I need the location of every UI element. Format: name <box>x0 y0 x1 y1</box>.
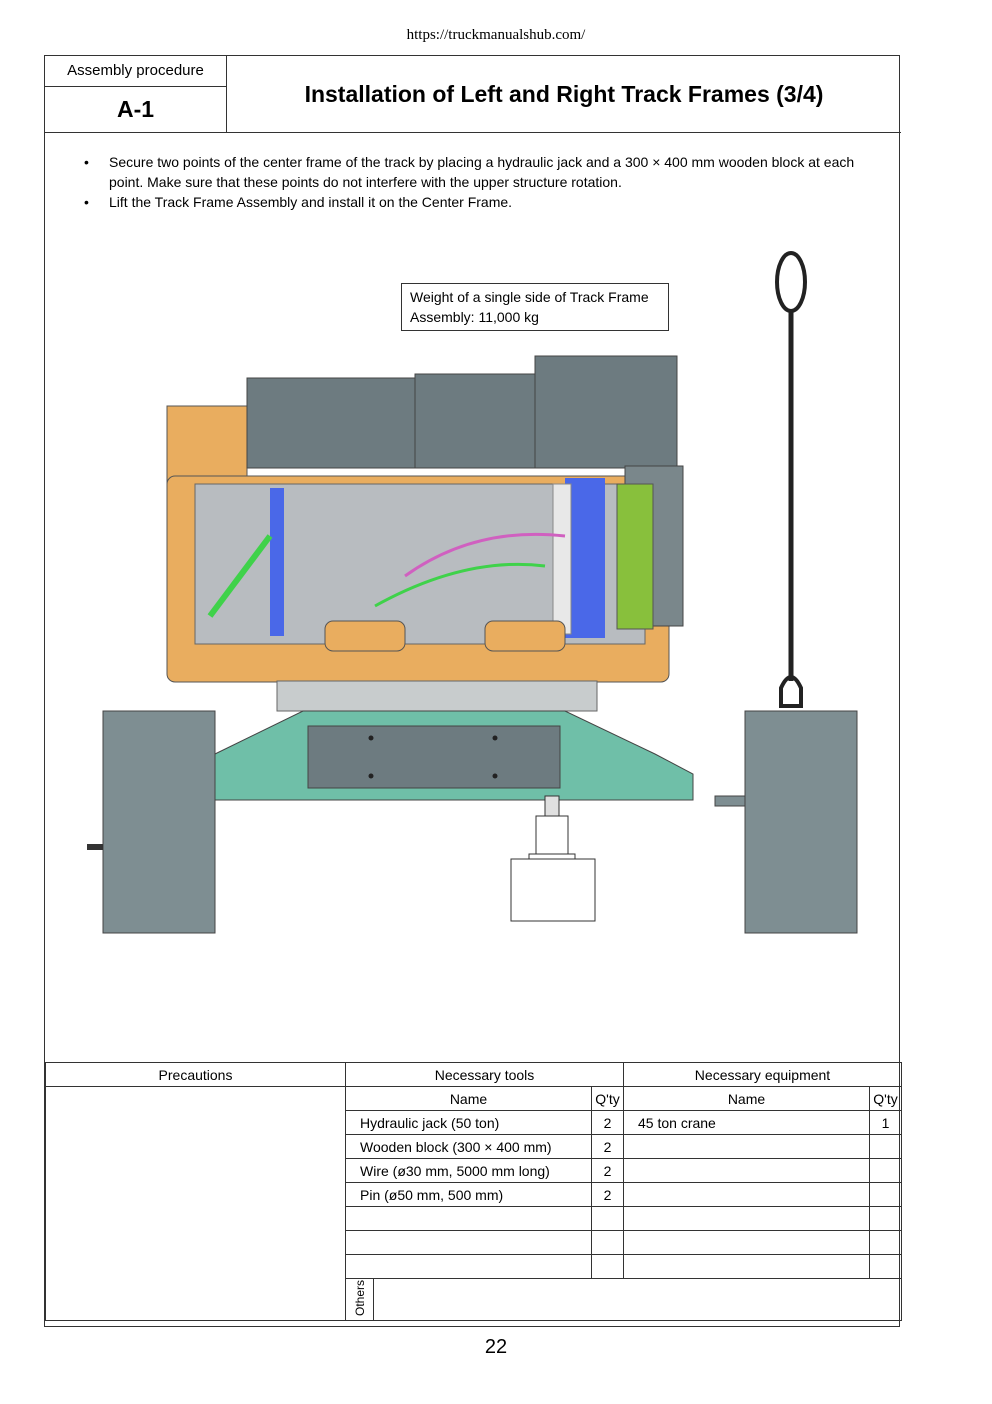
hydraulic-jack-icon <box>529 796 575 864</box>
procedure-box <box>45 56 227 132</box>
tool-qty: 2 <box>592 1135 624 1159</box>
tool-name: Wooden block (300 × 400 mm) <box>346 1135 592 1159</box>
procedure-label: Assembly procedure <box>45 56 226 87</box>
wooden-block <box>511 859 595 921</box>
weight-callout <box>401 283 669 331</box>
equipment-qty-header: Q'ty <box>870 1087 902 1111</box>
tool-qty: 2 <box>592 1183 624 1207</box>
page-number: 22 <box>484 1336 508 1358</box>
tool-qty: 2 <box>592 1111 624 1135</box>
right-track-frame <box>715 711 857 933</box>
tools-qty-header: Q'ty <box>592 1087 624 1111</box>
tools-name-header: Name <box>346 1087 592 1111</box>
crane-hook-icon <box>777 253 805 706</box>
callout-line: Weight of a single side of Track Frame <box>410 289 649 305</box>
precautions-cell <box>46 1087 346 1321</box>
equipment-name: 45 ton crane <box>624 1111 870 1135</box>
tool-qty: 2 <box>592 1159 624 1183</box>
tool-name: Pin (ø50 mm, 500 mm) <box>346 1183 592 1207</box>
source-url: https://truckmanualshub.com/ <box>406 27 586 43</box>
page-title: Installation of Left and Right Track Frames (3/4) <box>304 81 824 107</box>
instruction-item: • Lift the Track Frame Assembly and install it on the Center Frame. <box>81 192 881 212</box>
equipment-name-header: Name <box>624 1087 870 1111</box>
excavator-diagram <box>45 226 901 996</box>
instruction-item: • Secure two points of the center frame of the track by placing a hydraulic jack and a 300 × 400 mm wooden block at each point. Make sure that these points do not interfere with the upper structure rotation. <box>81 152 881 192</box>
callout-line: Assembly: 11,000 kg <box>410 309 539 325</box>
equipment-header: Necessary equipment <box>624 1063 902 1087</box>
others-label: Others <box>352 1279 367 1316</box>
upper-structure <box>167 356 683 711</box>
others-label-cell <box>346 1279 374 1321</box>
center-frame <box>215 711 693 800</box>
left-track-frame <box>87 711 215 933</box>
others-cell <box>374 1279 902 1321</box>
tools-header: Necessary tools <box>346 1063 624 1087</box>
tool-name: Wire (ø30 mm, 5000 mm long) <box>346 1159 592 1183</box>
tool-name: Hydraulic jack (50 ton) <box>346 1111 592 1135</box>
procedure-id: A-1 <box>116 96 155 122</box>
precautions-header: Precautions <box>46 1063 346 1087</box>
header-divider <box>45 132 901 133</box>
equipment-qty: 1 <box>870 1111 902 1135</box>
instruction-list <box>81 152 881 212</box>
tools-table <box>45 1062 902 1321</box>
procedure-sheet <box>44 55 900 1327</box>
